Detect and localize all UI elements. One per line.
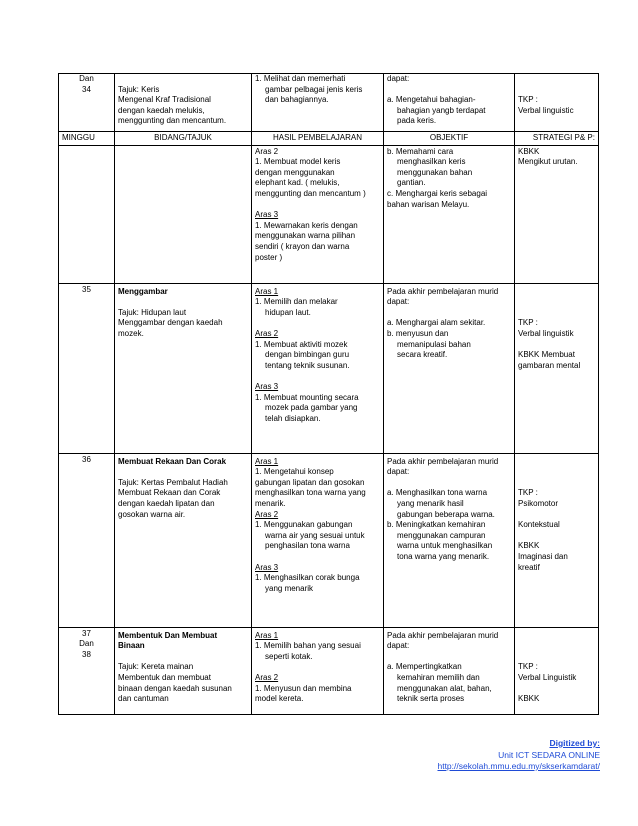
table-row xyxy=(59,453,599,627)
school-url-link[interactable]: http://sekolah.mmu.edu.my/skserkamdarat/ xyxy=(437,761,600,771)
header-minggu: MINGGU xyxy=(59,132,115,146)
strategi-cell: TKP : Verbal linguistik KBKK Membuat gambaran mental xyxy=(515,283,599,453)
minggu-cell: 37 Dan 38 xyxy=(59,627,115,714)
header-objektif: OBJEKTIF xyxy=(384,132,515,146)
table-row xyxy=(59,74,599,132)
table-header-row xyxy=(59,132,599,146)
bidang-cell: Membuat Rekaan Dan Corak Tajuk: Kertas Pembalut Hadiah Membuat Rekaan dan Corak dengan kaedah lipatan dan gosokan warna air. xyxy=(115,453,252,627)
bidang-cell: Membentuk Dan Membuat Binaan Tajuk: Kereta mainan Membentuk dan membuat binaan dengan kaedah susunan dan cantuman xyxy=(115,627,252,714)
bidang-cell xyxy=(115,145,252,283)
lesson-plan-table xyxy=(58,73,599,715)
hasil-cell: Aras 1 1. Memilih dan melakar hidupan laut. Aras 2 1. Membuat aktiviti mozek dengan bimbingan guru tentang teknik susunan. Aras 3 1. Membuat mounting secara mozek pada gambar yang telah disiapkan. xyxy=(252,283,384,453)
table-row xyxy=(59,283,599,453)
header-hasil: HASIL PEMBELAJARAN xyxy=(252,132,384,146)
bidang-cell: Menggambar Tajuk: Hidupan laut Menggambar dengan kaedah mozek. xyxy=(115,283,252,453)
hasil-cell: Aras 1 1. Mengetahui konsep gabungan lipatan dan gosokan menghasilkan tona warna yang menarik. Aras 2 1. Menggunakan gabungan warna air yang sesuai untuk penghasilan tona warna Aras 3 1. Menghasilkan corak bunga yang menarik xyxy=(252,453,384,627)
strategi-cell: TKP : Psikomotor Kontekstual KBKK Imaginasi dan kreatif xyxy=(515,453,599,627)
minggu-cell: 35 xyxy=(59,283,115,453)
strategi-cell: KBKK Mengikut urutan. xyxy=(515,145,599,283)
minggu-cell xyxy=(59,145,115,283)
objektif-cell: dapat: a. Mengetahui bahagian- bahagian yangb terdapat pada keris. xyxy=(384,74,515,132)
objektif-cell: b. Memahami cara menghasilkan keris menggunakan bahan gantian. c. Menghargai keris sebagai bahan warisan Melayu. xyxy=(384,145,515,283)
footer xyxy=(437,738,600,773)
objektif-cell: Pada akhir pembelajaran murid dapat: a. Menghasilkan tona warna yang menarik hasil gabungan beberapa warna. b. Meningkatkan kemahiran menggunakan campuran warna untuk menghasilkan tona warna yang menarik. xyxy=(384,453,515,627)
minggu-cell: 36 xyxy=(59,453,115,627)
hasil-cell: Aras 2 1. Membuat model keris dengan menggunakan elephant kad. ( melukis, menggunting dan mencantum ) Aras 3 1. Mewarnakan keris dengan menggunakan warna pilihan sendiri ( krayon dan warna poster ) xyxy=(252,145,384,283)
organization-name: Unit ICT SEDARA ONLINE xyxy=(498,749,600,760)
hasil-cell: Aras 1 1. Memilih bahan yang sesuai seperti kotak. Aras 2 1. Menyusun dan membina model kereta. xyxy=(252,627,384,714)
table-row xyxy=(59,145,599,283)
table-row xyxy=(59,627,599,714)
strategi-cell: TKP : Verbal Linguistik KBKK xyxy=(515,627,599,714)
header-bidang: BIDANG/TAJUK xyxy=(115,132,252,146)
minggu-cell: Dan 34 xyxy=(59,74,115,132)
objektif-cell: Pada akhir pembelajaran murid dapat: a. Mempertingkatkan kemahiran memilih dan menggunakan alat, bahan, teknik serta proses xyxy=(384,627,515,714)
hasil-cell: 1. Melihat dan memerhati gambar pelbagai jenis keris dan bahagiannya. xyxy=(252,74,384,132)
objektif-cell: Pada akhir pembelajaran murid dapat: a. Menghargai alam sekitar. b. menyusun dan memanipulasi bahan secara kreatif. xyxy=(384,283,515,453)
strategi-cell: TKP : Verbal linguistic xyxy=(515,74,599,132)
bidang-cell: Tajuk: Keris Mengenal Kraf Tradisional dengan kaedah melukis, menggunting dan mencantum. xyxy=(115,74,252,132)
header-strategi: STRATEGI P& P: xyxy=(515,132,599,146)
digitized-by-label: Digitized by: xyxy=(549,738,600,748)
